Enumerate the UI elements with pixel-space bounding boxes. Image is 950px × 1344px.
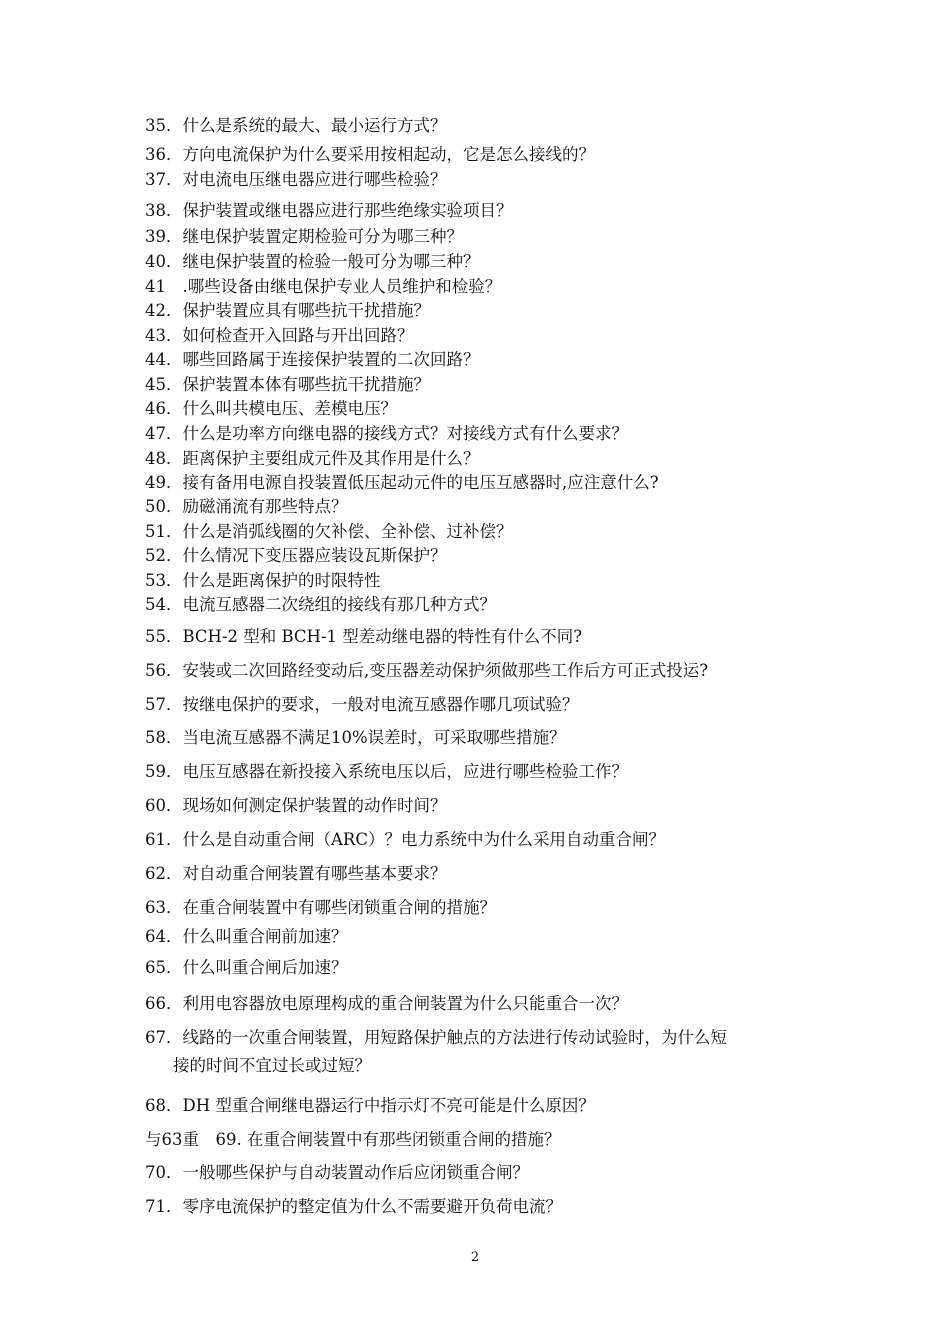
- question-50: 50．励磁涌流有那些特点？: [145, 497, 348, 516]
- question-37: 37．对电流电压继电器应进行哪些检验？: [145, 170, 447, 189]
- question-39: 39．继电保护装置定期检验可分为哪三种？: [145, 227, 463, 246]
- question-40: 40．继电保护装置的检验一般可分为哪三种？: [145, 252, 480, 271]
- question-56: 56．安装或二次回路经变动后,变压器差动保护须做那些工作后方可正式投运?: [145, 661, 709, 680]
- question-58: 58．当电流互感器不满足10%误差时，可采取哪些措施？: [145, 728, 566, 747]
- question-51: 51．什么是消弧线圈的欠补偿、全补偿、过补偿？: [145, 522, 513, 541]
- question-43: 43．如何检查开入回路与开出回路？: [145, 326, 414, 345]
- question-71: 71．零序电流保护的整定值为什么不需要避开负荷电流？: [145, 1197, 562, 1216]
- question-41: 41 .哪些设备由继电保护专业人员维护和检验？: [145, 277, 502, 296]
- question-45: 45．保护装置本体有哪些抗干扰措施？: [145, 375, 430, 394]
- question-60: 60．现场如何测定保护装置的动作时间？: [145, 796, 447, 815]
- question-44: 44．哪些回路属于连接保护装置的二次回路？: [145, 350, 480, 369]
- question-52: 52．什么情况下变压器应装设瓦斯保护？: [145, 546, 447, 565]
- question-67-line-2: 接的时间不宜过长或过短？: [173, 1056, 371, 1075]
- question-61: 61．什么是自动重合闸（ARC）？电力系统中为什么采用自动重合闸？: [145, 830, 665, 849]
- question-65: 65．什么叫重合闸后加速？: [145, 958, 348, 977]
- question-63: 63．在重合闸装置中有哪些闭锁重合闸的措施？: [145, 898, 496, 917]
- question-67: [145, 1024, 825, 1080]
- question-42: 42．保护装置应具有哪些抗干扰措施？: [145, 301, 430, 320]
- question-36: 36．方向电流保护为什么要采用按相起动，它是怎么接线的？: [145, 145, 595, 164]
- question-48: 48．距离保护主要组成元件及其作用是什么？: [145, 449, 480, 468]
- question-68: 68．DH 型重合闸继电器运行中指示灯不亮可能是什么原因？: [145, 1096, 595, 1115]
- question-69: 与63重 69. 在重合闸装置中有那些闭锁重合闸的措施？: [145, 1130, 561, 1149]
- question-53: 53．什么是距离保护的时限特性: [145, 571, 381, 590]
- question-55: 55．BCH-2 型和 BCH-1 型差动继电器的特性有什么不同?: [145, 627, 583, 646]
- question-35: 35．什么是系统的最大、最小运行方式？: [145, 116, 447, 135]
- question-62: 62．对自动重合闸装置有哪些基本要求？: [145, 864, 447, 883]
- question-38: 38．保护装置或继电器应进行那些绝缘实验项目？: [145, 201, 513, 220]
- question-57: 57．按继电保护的要求，一般对电流互感器作哪几项试验？: [145, 695, 579, 714]
- question-67-line-1: 67．线路的一次重合闸装置，用短路保护触点的方法进行传动试验时，为什么短: [145, 1028, 727, 1047]
- question-46: 46．什么叫共模电压、差模电压？: [145, 399, 397, 418]
- question-47: 47．什么是功率方向继电器的接线方式？对接线方式有什么要求？: [145, 424, 628, 443]
- question-64: 64．什么叫重合闸前加速？: [145, 927, 348, 946]
- question-70: 70．一般哪些保护与自动装置动作后应闭锁重合闸？: [145, 1163, 529, 1182]
- page-number: 2: [470, 1250, 480, 1265]
- question-49: 49．接有备用电源自投装置低压起动元件的电压互感器时,应注意什么?: [145, 473, 659, 492]
- question-59: 59．电压互感器在新投接入系统电压以后，应进行哪些检验工作？: [145, 762, 628, 781]
- question-54: 54．电流互感器二次绕组的接线有那几种方式？: [145, 595, 496, 614]
- question-66: 66．利用电容器放电原理构成的重合闸装置为什么只能重合一次？: [145, 994, 628, 1013]
